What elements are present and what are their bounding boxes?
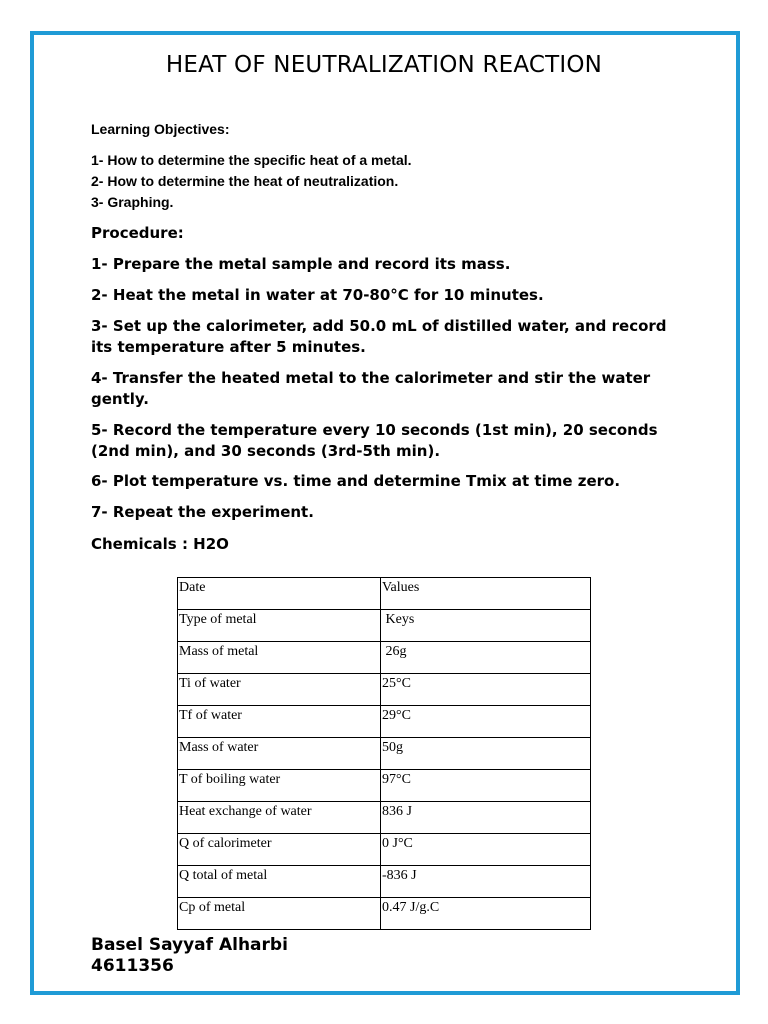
table-row: [178, 706, 591, 738]
table-row: [178, 610, 591, 642]
table-cell-value: -836 J: [381, 866, 591, 898]
procedure-step: 7- Repeat the experiment.: [91, 503, 314, 521]
table-row: [178, 770, 591, 802]
procedure-step: 5- Record the temperature every 10 seconds (1st min), 20 seconds (2nd min), and 30 seconds (3rd-5th min).: [91, 421, 658, 460]
table-row: [178, 738, 591, 770]
table-header-row: [178, 578, 591, 610]
table-cell-label: Q of calorimeter: [178, 834, 381, 866]
procedure-step: 1- Prepare the metal sample and record its mass.: [91, 255, 511, 273]
table-cell-value: Keys: [381, 610, 591, 642]
table-cell-value: 25°C: [381, 674, 591, 706]
table-row: [178, 898, 591, 930]
table-header-cell: Date: [178, 578, 381, 610]
results-table: [177, 577, 591, 930]
procedure-heading: Procedure:: [91, 224, 184, 242]
objective-item: 3- Graphing.: [91, 194, 174, 210]
table-cell-label: Mass of metal: [178, 642, 381, 674]
table-row: [178, 866, 591, 898]
procedure-step: 6- Plot temperature vs. time and determine Tmix at time zero.: [91, 472, 621, 490]
objective-item: 1- How to determine the specific heat of a metal.: [91, 152, 412, 168]
table-row: [178, 834, 591, 866]
table-cell-value: 29°C: [381, 706, 591, 738]
table-cell-label: Cp of metal: [178, 898, 381, 930]
table-cell-label: Q total of metal: [178, 866, 381, 898]
table-row: [178, 674, 591, 706]
table-header-cell: Values: [381, 578, 591, 610]
table-cell-value: 0.47 J/g.C: [381, 898, 591, 930]
document-title: HEAT OF NEUTRALIZATION REACTION: [165, 52, 603, 78]
table-row: [178, 802, 591, 834]
table-cell-label: Type of metal: [178, 610, 381, 642]
table-cell-value: 836 J: [381, 802, 591, 834]
table-cell-value: 50g: [381, 738, 591, 770]
table-cell-label: Tf of water: [178, 706, 381, 738]
table-cell-value: 97°C: [381, 770, 591, 802]
table-cell-value: 26g: [381, 642, 591, 674]
objectives-heading: Learning Objectives:: [91, 121, 230, 137]
author-block: [91, 935, 288, 977]
procedure-step: 4- Transfer the heated metal to the calorimeter and stir the water gently.: [91, 369, 651, 408]
table-row: [178, 642, 591, 674]
procedure-step: 2- Heat the metal in water at 70-80°C for 10 minutes.: [91, 286, 544, 304]
objective-item: 2- How to determine the heat of neutralization.: [91, 173, 399, 189]
chemicals-line: Chemicals : H2O: [91, 535, 229, 553]
table-cell-label: Mass of water: [178, 738, 381, 770]
procedure-step: 3- Set up the calorimeter, add 50.0 mL of distilled water, and record its temperature after 5 minutes.: [91, 317, 667, 356]
table-cell-label: Ti of water: [178, 674, 381, 706]
table-cell-label: T of boiling water: [178, 770, 381, 802]
table-cell-value: 0 J°C: [381, 834, 591, 866]
author-name: Basel Sayyaf Alharbi: [91, 935, 288, 955]
author-id: 4611356: [91, 956, 174, 976]
table-cell-label: Heat exchange of water: [178, 802, 381, 834]
